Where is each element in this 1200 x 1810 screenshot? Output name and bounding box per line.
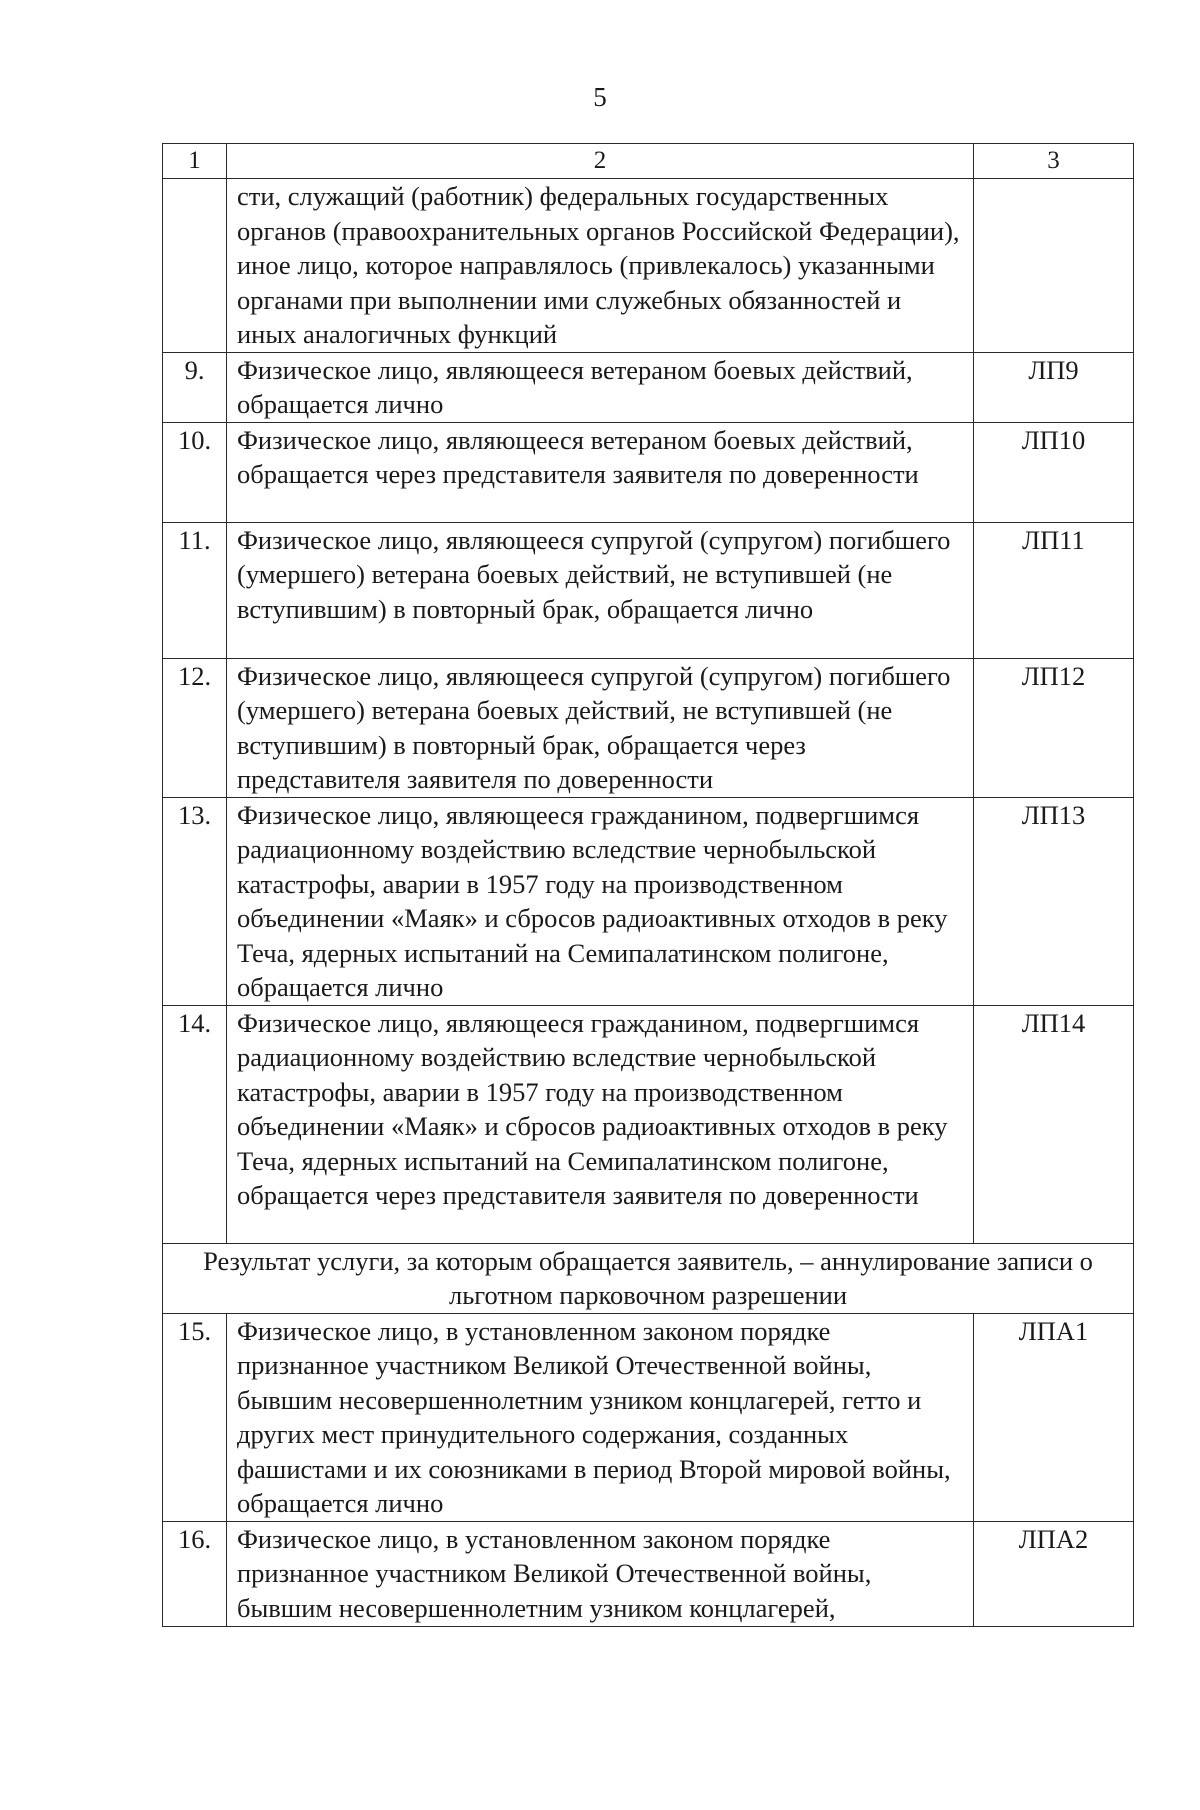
row-number: 11.: [163, 522, 227, 658]
table-row: [163, 179, 1134, 353]
table-row: [163, 352, 1134, 422]
row-description: Физическое лицо, являющееся супругой (супругом) погибшего (умершего) ветерана боевых действий, не вступившей (не вступившим) в повторный брак, обращается через представителя заявителя по доверенности: [227, 658, 974, 797]
row-number: 10.: [163, 422, 227, 522]
table-row: [163, 1313, 1134, 1521]
table-row: [163, 1521, 1134, 1626]
column-header-1: 1: [163, 144, 227, 179]
section-title: Результат услуги, за которым обращается заявитель, – аннулирование записи о льготном парковочном разрешении: [163, 1243, 1134, 1313]
row-code: ЛП13: [974, 797, 1134, 1005]
row-description: Физическое лицо, являющееся гражданином, подвергшимся радиационному воздействию вследствие чернобыльской катастрофы, аварии в 1957 году на производственном объединении «Маяк» и сбросов радиоактивных отходов в реку Теча, ядерных испытаний на Семипалатинском полигоне, обращается лично: [227, 797, 974, 1005]
services-table: [162, 143, 1134, 1627]
table-header-row: [163, 144, 1134, 179]
row-description: Физическое лицо, являющееся гражданином, подвергшимся радиационному воздействию вследствие чернобыльской катастрофы, аварии в 1957 году на производственном объединении «Маяк» и сбросов радиоактивных отходов в реку Теча, ядерных испытаний на Семипалатинском полигоне, обращается через представителя заявителя по доверенности: [227, 1005, 974, 1243]
table-row: [163, 797, 1134, 1005]
row-description: Физическое лицо, в установленном законом порядке признанное участником Великой Отечественной войны, бывшим несовершеннолетним узником концлагерей, гетто и других мест принудительного содержания, созданных фашистами и их союзниками в период Второй мировой войны, обращается лично: [227, 1313, 974, 1521]
table-row: [163, 422, 1134, 522]
row-code: ЛПА1: [974, 1313, 1134, 1521]
row-code: ЛП9: [974, 352, 1134, 422]
row-number: 15.: [163, 1313, 227, 1521]
row-code: ЛП10: [974, 422, 1134, 522]
column-header-3: 3: [974, 144, 1134, 179]
row-number: 12.: [163, 658, 227, 797]
column-header-2: 2: [227, 144, 974, 179]
row-number: 16.: [163, 1521, 227, 1626]
page-number: 5: [593, 82, 607, 112]
row-code: ЛП11: [974, 522, 1134, 658]
row-description: Физическое лицо, являющееся ветераном боевых действий, обращается через представителя заявителя по доверенности: [227, 422, 974, 522]
row-number: 13.: [163, 797, 227, 1005]
row-code: ЛП14: [974, 1005, 1134, 1243]
table-row: [163, 522, 1134, 658]
row-description: Физическое лицо, в установленном законом порядке признанное участником Великой Отечественной войны, бывшим несовершеннолетним узником концлагерей,: [227, 1521, 974, 1626]
row-code: ЛП12: [974, 658, 1134, 797]
row-number: [163, 179, 227, 353]
table-row: [163, 658, 1134, 797]
row-code: [974, 179, 1134, 353]
row-number: 14.: [163, 1005, 227, 1243]
row-description: Физическое лицо, являющееся супругой (супругом) погибшего (умершего) ветерана боевых действий, не вступившей (не вступившим) в повторный брак, обращается лично: [227, 522, 974, 658]
table-row: [163, 1005, 1134, 1243]
row-description: сти, служащий (работник) федеральных государственных органов (правоохранительных органов Российской Федерации), иное лицо, которое направлялось (привлекалось) указанными органами при выполнении ими служебных обязанностей и иных аналогичных функций: [227, 179, 974, 353]
row-code: ЛПА2: [974, 1521, 1134, 1626]
row-description: Физическое лицо, являющееся ветераном боевых действий, обращается лично: [227, 352, 974, 422]
row-number: 9.: [163, 352, 227, 422]
section-row: [163, 1243, 1134, 1313]
